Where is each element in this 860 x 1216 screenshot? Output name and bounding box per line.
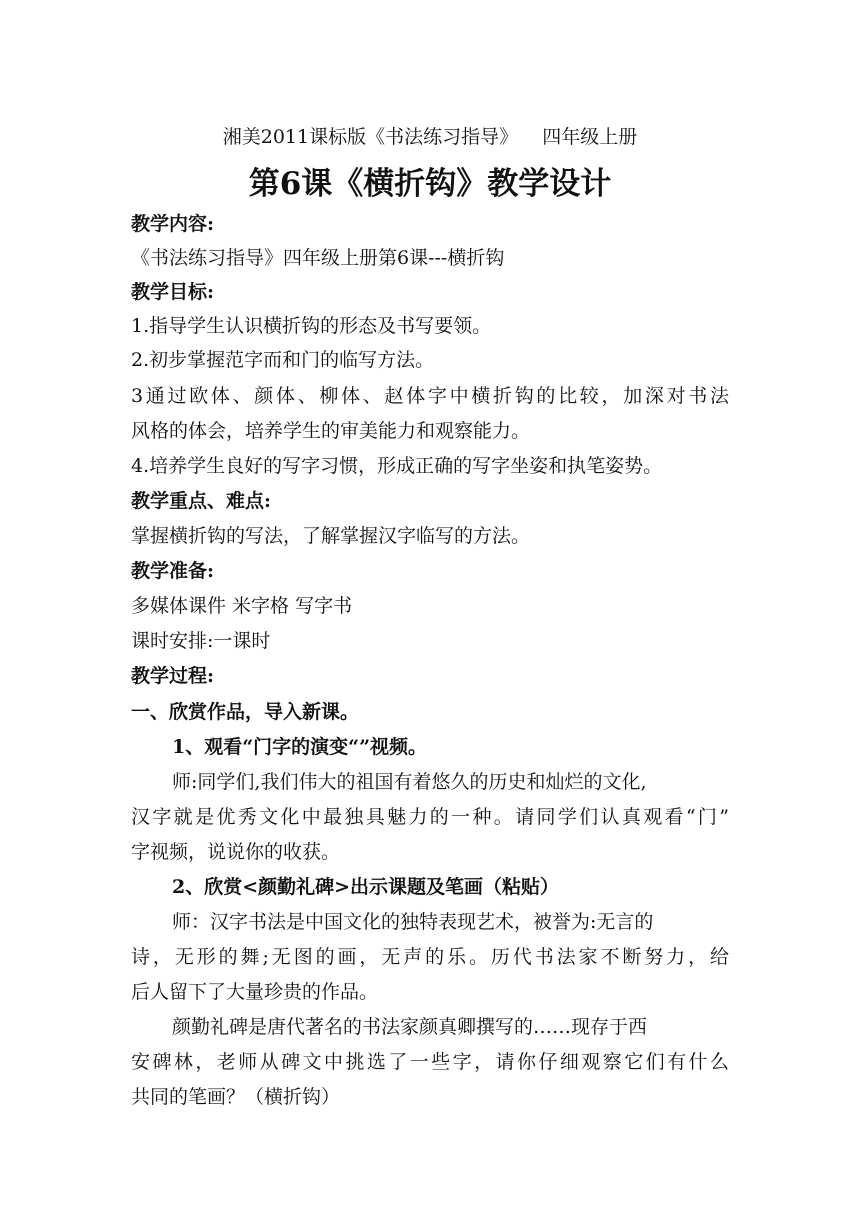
text-line: 课时安排:一课时	[131, 630, 271, 652]
text-line: 师:同学们,我们伟大的祖国有着悠久的历史和灿烂的文化,	[172, 771, 647, 793]
text-line: 1.指导学生认识横折钩的形态及书写要领。	[131, 315, 492, 337]
text-line: 后人留下了大量珍贵的作品。	[131, 981, 379, 1003]
text-line: 掌握横折钩的写法，了解掌握汉字临写的方法。	[131, 525, 531, 547]
text-line: 诗，无形的舞;无图的画，无声的乐。历代书法家不断努力，给	[131, 946, 729, 968]
heading-content: 教学内容:	[131, 213, 215, 235]
text-line: 多媒体课件 米字格 写字书	[131, 595, 353, 617]
heading-prep: 教学准备:	[131, 560, 215, 582]
text-line: 师：汉字书法是中国文化的独特表现艺术，被誉为:无言的	[172, 911, 654, 933]
text-line: 安碑林，老师从碑文中挑选了一些字，请你仔细观察它们有什么	[131, 1051, 729, 1073]
doc-subtitle: 湘美2011课标版《书法练习指导》 四年级上册	[222, 126, 638, 148]
heading-goals: 教学目标:	[131, 281, 215, 303]
text-line: 2.初步掌握范字而和门的临写方法。	[131, 349, 435, 371]
text-line: 颜勤礼碑是唐代著名的书法家颜真卿撰写的……现存于西	[172, 1016, 648, 1038]
text-line: 4.培养学生良好的写字习惯，形成正确的写字坐姿和执笔姿势。	[131, 455, 663, 477]
text-line: 字视频，说说你的收获。	[131, 841, 341, 863]
heading-process: 教学过程:	[131, 665, 215, 687]
step-heading: 2、欣赏<颜勤礼碑>出示课题及笔画（粘贴）	[172, 876, 560, 898]
text-line: 3通过欧体、颜体、柳体、赵体字中横折钩的比较，加深对书法	[131, 385, 729, 407]
section-heading: 一、欣赏作品，导入新课。	[131, 701, 360, 723]
step-heading: 1、观看“门字的演变“”视频。	[172, 736, 428, 758]
heading-keypoints: 教学重点、难点:	[131, 490, 272, 512]
text-line: 《书法练习指导》四年级上册第6课---横折钩	[131, 247, 505, 269]
doc-title: 第6课《横折钩》教学设计	[248, 166, 612, 202]
text-line: 共同的笔画？（横折钩）	[131, 1086, 341, 1108]
text-line: 风格的体会，培养学生的审美能力和观察能力。	[131, 420, 531, 442]
text-line: 汉字就是优秀文化中最独具魅力的一种。请同学们认真观看“门”	[131, 806, 729, 828]
